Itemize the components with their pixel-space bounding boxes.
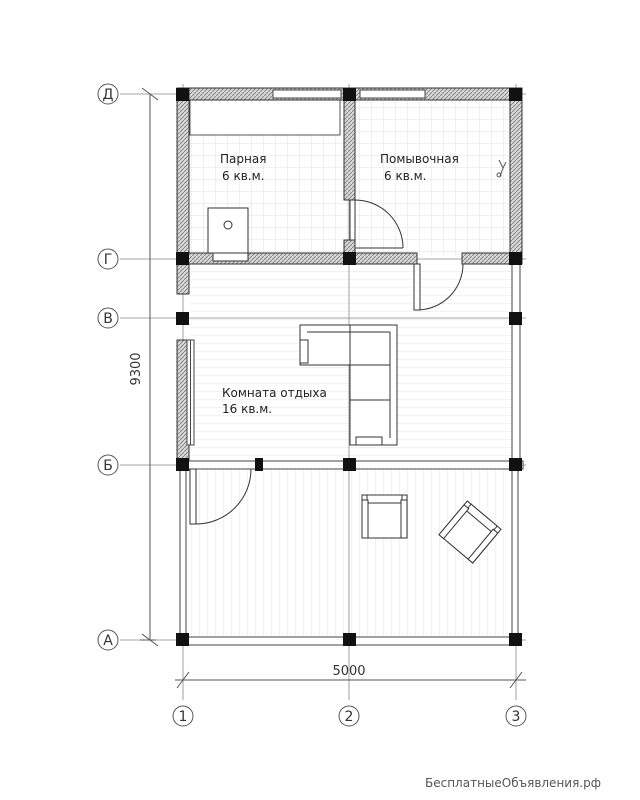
room-name-steam: Парная <box>220 152 267 166</box>
room-area-steam: 6 кв.м. <box>222 169 265 183</box>
bench <box>190 100 340 135</box>
room-area-wash: 6 кв.м. <box>384 169 427 183</box>
armchair-1 <box>362 495 407 538</box>
axis-row-B: Б <box>103 458 113 474</box>
dimension-width: 5000 <box>332 664 366 679</box>
room-area-rest: 16 кв.м. <box>222 402 273 416</box>
room-name-wash: Помывочная <box>380 152 459 166</box>
axis-row-V: В <box>103 311 113 327</box>
dimension-height: 9300 <box>129 352 144 386</box>
axis-col-2: 2 <box>344 709 354 725</box>
stove <box>208 208 248 261</box>
axis-row-D: Д <box>102 87 114 103</box>
axis-col-1: 1 <box>178 709 188 725</box>
axis-col-3: 3 <box>511 709 521 725</box>
axis-row-G: Г <box>103 252 113 268</box>
axis-bubbles-rows <box>98 84 118 650</box>
room-name-rest: Комната отдыха <box>222 386 327 400</box>
watermark: БесплатныеОбъявления.рф <box>425 776 601 790</box>
axis-row-A: А <box>103 633 113 649</box>
